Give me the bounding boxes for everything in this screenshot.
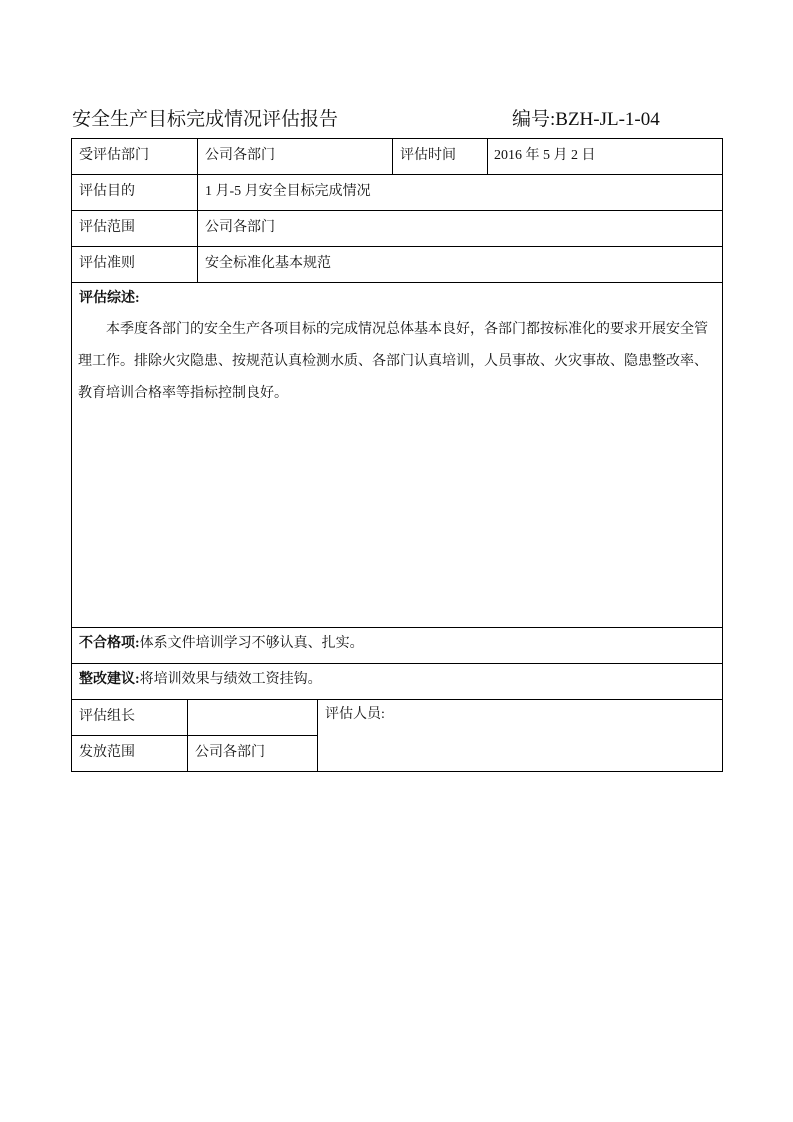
summary-label: 评估综述: xyxy=(79,291,140,306)
divider xyxy=(71,174,723,175)
divider xyxy=(317,699,318,771)
suggestion-text: 将培训效果与绩效工资挂钩。 xyxy=(139,672,322,687)
suggestion-row xyxy=(79,671,322,689)
divider xyxy=(71,663,723,664)
nonconformity-label: 不合格项: xyxy=(79,636,140,651)
time-value: 2016 年 5 月 2 日 xyxy=(494,148,596,163)
criteria-label: 评估准则 xyxy=(79,256,135,271)
divider xyxy=(71,210,723,211)
nonconformity-text: 体系文件培训学习不够认真、扎实。 xyxy=(139,636,364,651)
divider xyxy=(71,771,723,772)
divider xyxy=(71,735,317,736)
divider xyxy=(71,627,723,628)
divider xyxy=(71,138,723,139)
leader-label: 评估组长 xyxy=(79,709,135,724)
divider xyxy=(71,699,723,700)
divider xyxy=(187,699,188,771)
divider xyxy=(71,138,72,772)
divider xyxy=(487,138,488,174)
divider xyxy=(71,246,723,247)
distribution-label: 发放范围 xyxy=(79,745,135,760)
dept-label: 受评估部门 xyxy=(79,148,149,163)
criteria-value: 安全标准化基本规范 xyxy=(205,256,331,271)
suggestion-label: 整改建议: xyxy=(79,672,140,687)
report-title: 安全生产目标完成情况评估报告 xyxy=(72,109,339,130)
distribution-value: 公司各部门 xyxy=(195,745,265,760)
divider xyxy=(197,138,198,282)
scope-value: 公司各部门 xyxy=(205,220,275,235)
divider xyxy=(71,282,723,283)
dept-value: 公司各部门 xyxy=(205,148,275,163)
divider xyxy=(392,138,393,174)
scope-label: 评估范围 xyxy=(79,220,135,235)
purpose-value: 1 月-5 月安全目标完成情况 xyxy=(205,184,371,199)
divider xyxy=(722,138,723,772)
assessors-label: 评估人员: xyxy=(325,707,385,722)
purpose-label: 评估目的 xyxy=(79,184,135,199)
summary-text: 本季度各部门的安全生产各项目标的完成情况总体基本良好，各部门都按标准化的要求开展安全管理工作。排除火灾隐患、按规范认真检测水质、各部门认真培训，人员事故、火灾事故、隐患整改率、教育培训合格率等指标控制良好。 xyxy=(78,322,708,401)
document-code: 编号:BZH-JL-1-04 xyxy=(512,109,660,130)
time-label: 评估时间 xyxy=(400,148,456,163)
nonconformity-row xyxy=(79,635,364,653)
